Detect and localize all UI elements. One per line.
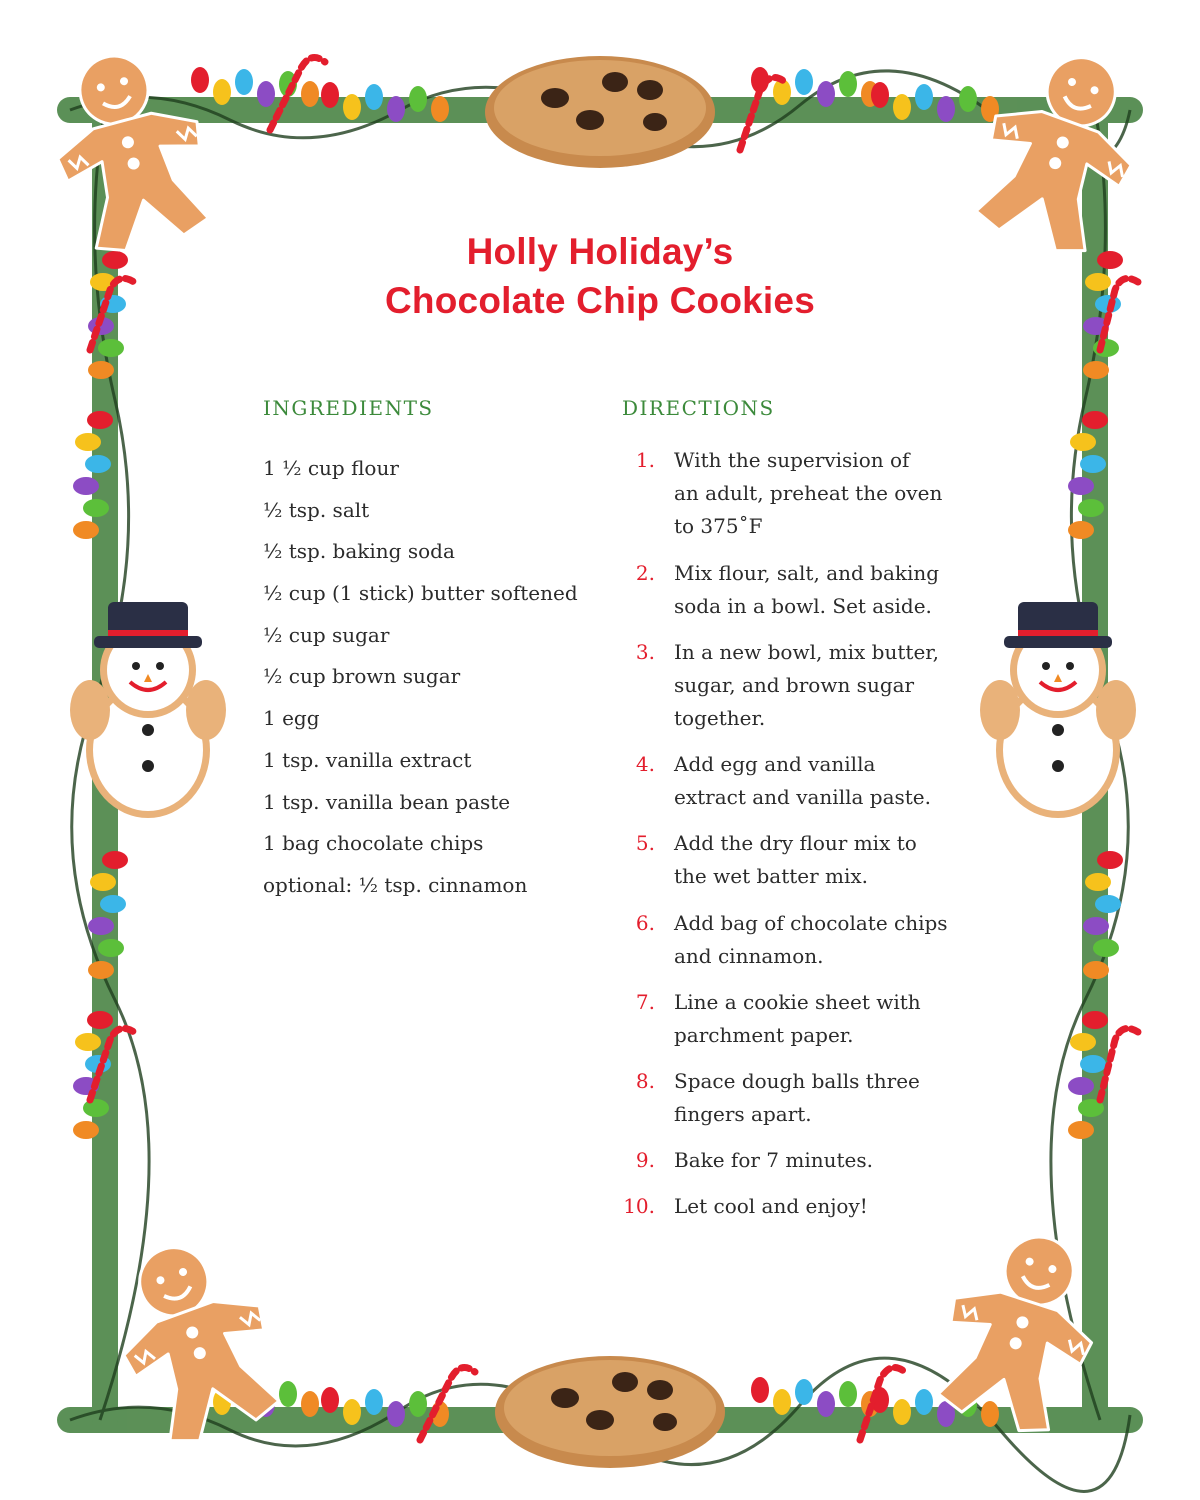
step-line: to 375˚F [674,514,763,538]
step-text [674,1065,974,1131]
step-text [674,986,974,1052]
ingredient-item: optional: ½ tsp. cinnamon [263,872,528,897]
step-number: 6. [635,911,655,935]
directions-heading: DIRECTIONS [622,396,775,420]
step-text [674,557,974,623]
step-line: Bake for 7 minutes. [674,1148,873,1172]
step-text [674,444,974,543]
step-line: soda in a bowl. Set aside. [674,594,932,618]
step-text [674,1144,974,1177]
step-line: together. [674,706,766,730]
step-number: 3. [635,640,655,664]
recipe-title-line1: Holly Holiday’s [466,231,734,272]
step-line: Let cool and enjoy! [674,1194,868,1218]
ingredients-heading: INGREDIENTS [263,396,434,420]
ingredient-item: ½ tsp. baking soda [263,539,455,564]
step-number: 4. [635,752,655,776]
step-line: In a new bowl, mix butter, [674,640,939,664]
step-text [674,1190,974,1223]
step-line: extract and vanilla paste. [674,785,931,809]
step-number: 5. [635,831,655,855]
step-line: Line a cookie sheet with [674,990,921,1014]
step-number: 8. [635,1069,655,1093]
step-line: Add bag of chocolate chips [674,911,948,935]
step-number: 1. [635,448,655,472]
step-line: fingers apart. [674,1102,812,1126]
ingredient-item: 1 tsp. vanilla extract [263,747,472,772]
step-line: and cinnamon. [674,944,824,968]
step-line: With the supervision of [674,448,910,472]
step-line: an adult, preheat the oven [674,481,943,505]
step-number: 7. [635,990,655,1014]
ingredient-item: 1 bag chocolate chips [263,831,484,856]
ingredient-item: 1 egg [263,706,320,731]
step-text [674,748,974,814]
step-line: Space dough balls three [674,1069,920,1093]
step-text [674,827,974,893]
step-line: the wet batter mix. [674,864,869,888]
step-line: Add the dry flour mix to [674,831,917,855]
ingredient-item: 1 ½ cup flour [263,456,399,480]
step-line: Mix flour, salt, and baking [674,561,940,585]
step-number: 10. [623,1194,655,1218]
ingredients-list [263,452,578,911]
recipe-title-line2: Chocolate Chip Cookies [385,280,815,321]
step-line: Add egg and vanilla [674,752,876,776]
step-text [674,636,974,735]
ingredient-item: 1 tsp. vanilla bean paste [263,789,511,814]
ingredient-item: ½ cup (1 stick) butter softened [263,581,578,606]
ingredient-item: ½ cup sugar [263,622,390,647]
step-line: parchment paper. [674,1023,854,1047]
step-number: 9. [635,1148,655,1172]
step-number: 2. [635,561,655,585]
ingredient-item: ½ tsp. salt [263,497,370,522]
ingredient-item: ½ cup brown sugar [263,664,461,689]
step-text [674,907,974,973]
step-line: sugar, and brown sugar [674,673,915,697]
